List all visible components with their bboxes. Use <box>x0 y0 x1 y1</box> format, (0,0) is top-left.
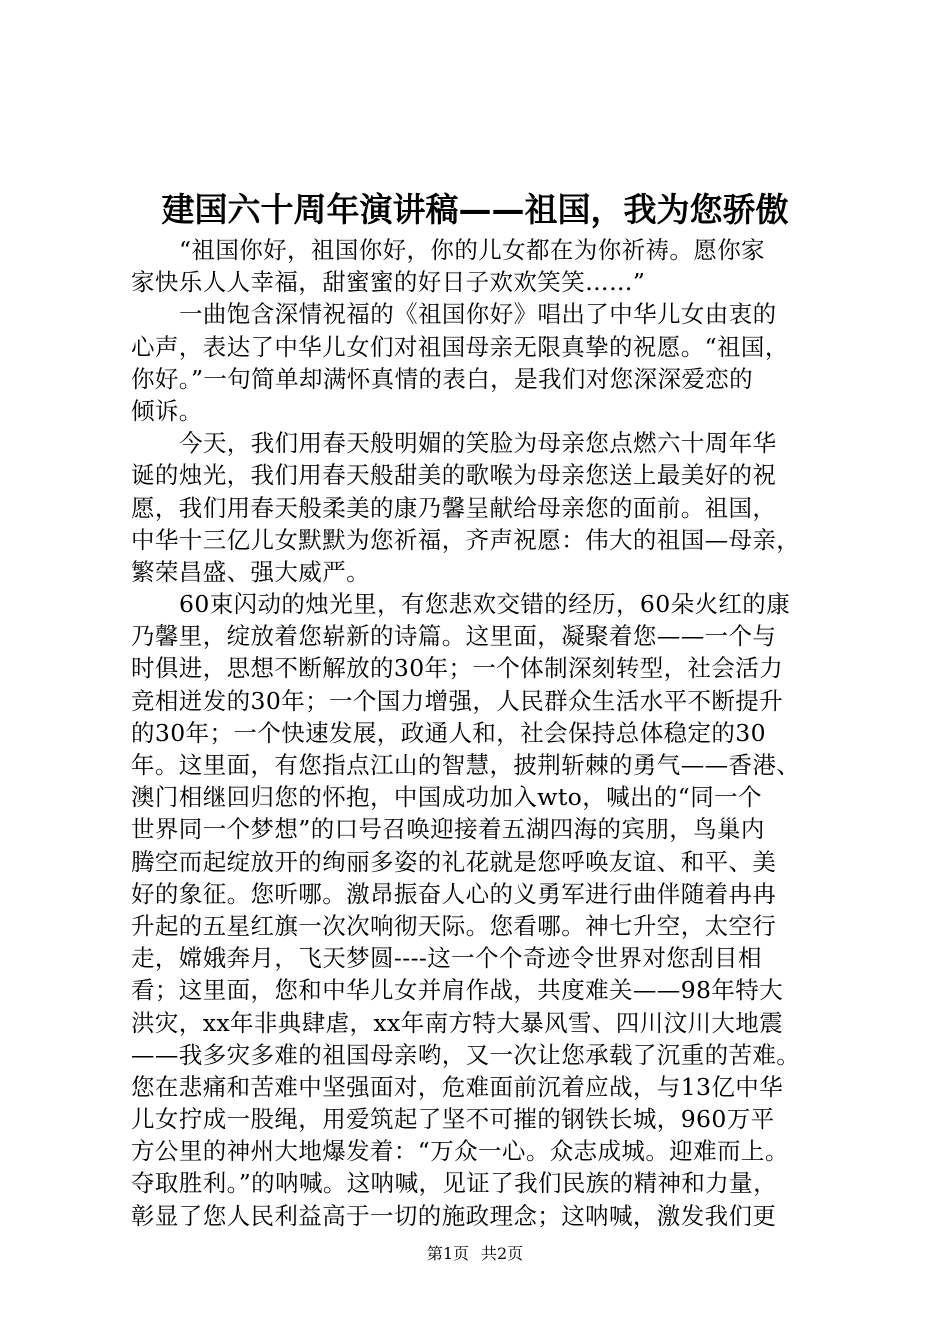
text-line: 家快乐人人幸福，甜蜜蜜的好日子欢欢笑笑……” <box>131 268 646 297</box>
text-line: 升起的五星红旗一次次响彻天际。您看哪。神七升空，太空行 <box>131 911 777 940</box>
paragraph <box>131 427 851 588</box>
text-line: 儿女拧成一股绳，用爱筑起了坚不可摧的钢铁长城，960万平 <box>131 1105 775 1134</box>
paragraph <box>131 298 851 427</box>
text-line: 世界同一个梦想”的口号召唤迎接着五湖四海的宾朋，鸟巢内 <box>131 815 765 844</box>
text-line: 心声，表达了中华儿女们对祖国母亲无限真挚的祝愿。“祖国， <box>131 332 789 361</box>
text-line: 时俱进，思想不断解放的30年；一个体制深刻转型，社会活力 <box>131 654 784 683</box>
text-line: 一曲饱含深情祝福的《祖国你好》唱出了中华儿女由衷的 <box>179 300 777 329</box>
text-line: 澳门相继回归您的怀抱，中国成功加入wto，喊出的“同一个 <box>131 783 762 812</box>
text-line: ——我多灾多难的祖国母亲哟，又一次让您承载了沉重的苦难。 <box>131 1040 801 1069</box>
text-line: 今天，我们用春天般明媚的笑脸为母亲您点燃六十周年华 <box>179 429 777 458</box>
text-line: 走，嫦娥奔月，飞天梦圆----这一个个奇迹令世界对您刮目相 <box>131 944 762 973</box>
paragraph <box>131 588 851 1232</box>
text-line: 中华十三亿儿女默默为您祈福，齐声祝愿：伟大的祖国—母亲， <box>131 525 801 554</box>
document-body <box>131 234 851 1232</box>
page-footer <box>0 1243 950 1265</box>
text-line: 腾空而起绽放开的绚丽多姿的礼花就是您呼唤友谊、和平、美 <box>131 847 777 876</box>
text-line: 的30年；一个快速发展，政通人和，社会保持总体稳定的30 <box>131 718 767 747</box>
text-line: 60束闪动的烛光里，有您悲欢交错的经历，60朵火红的康 <box>179 590 791 619</box>
page-total: 共2页 <box>481 1244 524 1263</box>
text-line: 夺取胜利。”的呐喊。这呐喊，见证了我们民族的精神和力量， <box>131 1169 777 1198</box>
text-line: 您在悲痛和苦难中坚强面对，危难面前沉着应战，与13亿中华 <box>131 1072 784 1101</box>
text-line: 看；这里面，您和中华儿女并肩作战，共度难关——98年特大 <box>131 976 784 1005</box>
document-title: 建国六十周年演讲稿——祖国，我为您骄傲 <box>161 190 789 229</box>
text-line: 愿，我们用春天般柔美的康乃馨呈献给母亲您的面前。祖国， <box>131 493 777 522</box>
text-line: 竞相迸发的30年；一个国力增强，人民群众生活水平不断提升 <box>131 686 784 715</box>
text-line: 洪灾，xx年非典肆虐，xx年南方特大暴风雪、四川汶川大地震 <box>131 1008 784 1037</box>
page-number: 第1页 <box>426 1244 469 1263</box>
text-line: 彰显了您人民利益高于一切的施政理念；这呐喊，激发我们更 <box>131 1201 777 1230</box>
paragraph <box>131 234 851 298</box>
text-line: 好的象征。您听哪。激昂振奋人心的义勇军进行曲伴随着冉冉 <box>131 879 777 908</box>
text-line: 乃馨里，绽放着您崭新的诗篇。这里面，凝聚着您——一个与 <box>131 622 777 651</box>
text-line: “祖国你好，祖国你好，你的儿女都在为你祈祷。愿你家 <box>179 236 766 264</box>
text-line: 诞的烛光，我们用春天般甜美的歌喉为母亲您送上最美好的祝 <box>131 461 777 490</box>
text-line: 方公里的神州大地爆发着：“万众一心。众志成城。迎难而上。 <box>131 1137 789 1166</box>
text-line: 倾诉。 <box>131 396 203 425</box>
text-line: 你好。”一句简单却满怀真情的表白，是我们对您深深爱恋的 <box>131 364 754 393</box>
text-line: 繁荣昌盛、强大威严。 <box>131 557 370 586</box>
text-line: 年。这里面，有您指点江山的智慧，披荆斩棘的勇气——香港、 <box>131 751 801 779</box>
